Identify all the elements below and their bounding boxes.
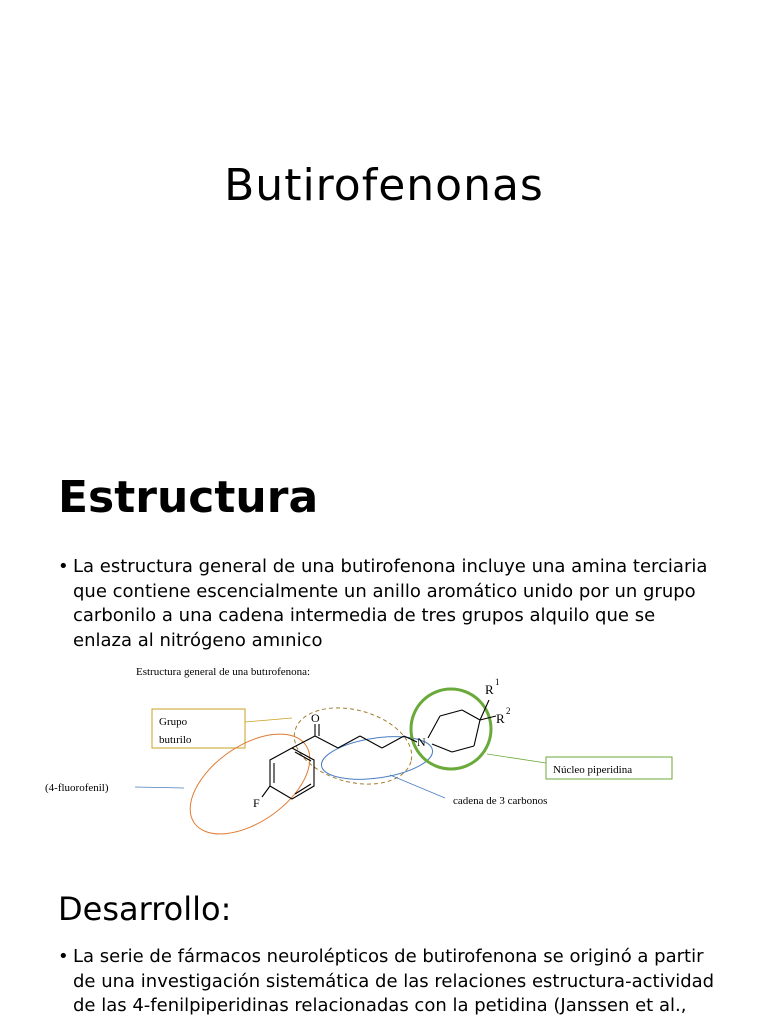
fluorofenil-pointer-line [135, 787, 184, 788]
bullet-estructura [58, 555, 718, 653]
bullet-text: La serie de fármacos neurolépticos de butirofenona se originó a partir de una investigación sistemática de las relaciones estructura-actividad de las 4-fenilpiperidinas relacionadas con la petidina (Janssen et al., [73, 946, 715, 1016]
figure-caption: Estructura general de una butırofenona: [136, 666, 311, 678]
bullet-desarrollo [58, 945, 728, 1019]
cadena-pointer-line [390, 775, 445, 798]
fluorofenil-ellipse [173, 714, 328, 840]
atom-r2-superscript: 2 [506, 706, 511, 716]
piperidine-ring [428, 700, 496, 752]
fluorofenil-label: (4-fluorofenil) [45, 782, 109, 794]
atom-n: N [417, 735, 426, 749]
bullet-dot: • [58, 946, 69, 967]
bullet-text: La estructura general de una butirofenona incluye una amina terciaria que contiene escencialmente un anillo aromático unido por un grupo carbonilo a una cadena intermedia de tres grupos alquilo que se enlaza al nitrógeno amınico [73, 556, 708, 651]
nucleo-pointer-line [487, 754, 546, 763]
cadena-label: cadena de 3 carbonos [453, 795, 548, 807]
grupo-label-line1: Grupo [159, 716, 188, 728]
nucleo-piperidina-circle [411, 689, 491, 769]
atom-f: F [253, 796, 260, 810]
atom-r1: R [485, 682, 494, 697]
grupo-pointer-line [245, 718, 292, 722]
bullet-dot: • [58, 556, 69, 577]
slide-title: Butirofenonas [224, 160, 544, 211]
grupo-label-line2: butırilo [159, 734, 192, 746]
atom-o: O [311, 711, 320, 725]
butyrophenone-structure-diagram [40, 660, 700, 840]
nucleo-label: Núcleo piperidina [553, 764, 633, 776]
butyryl-chain [292, 724, 417, 748]
section-heading-desarrollo: Desarrollo: [58, 890, 232, 928]
section-heading-estructura: Estructura [58, 472, 319, 523]
atom-r1-superscript: 1 [495, 677, 500, 687]
c-f-bond [262, 786, 270, 797]
atom-r2: R [496, 711, 505, 726]
